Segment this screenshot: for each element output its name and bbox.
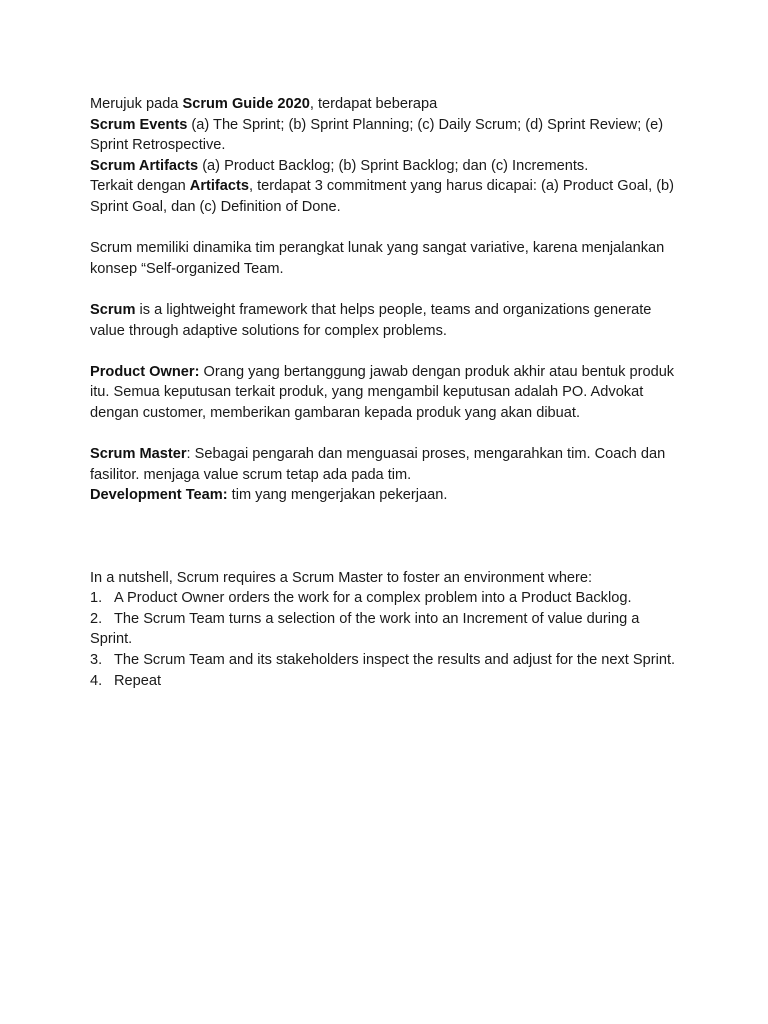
list-number: 1. (90, 590, 103, 607)
dev-team-paragraph: Development Team: tim yang mengerjakan pekerjaan. (90, 487, 448, 504)
spacer (90, 218, 680, 239)
list-text: Repeat (114, 672, 162, 689)
list-item (90, 650, 680, 671)
document-body (90, 94, 680, 691)
artifacts-label: Scrum Artifacts (90, 157, 199, 174)
scrum-label: Scrum (90, 301, 136, 318)
list-item (90, 609, 680, 650)
nutshell-intro: In a nutshell, Scrum requires a Scrum Master to foster an environment where: (90, 569, 593, 586)
intro-paragraph: Merujuk pada Scrum Guide 2020, terdapat beberapa (90, 96, 438, 112)
list-number: 2. (90, 610, 103, 627)
scrum-definition-paragraph: Scrum is a lightweight framework that helps people, teams and organizations generate value through adaptive solutions for complex problems. (90, 301, 652, 339)
commitments-paragraph: Terkait dengan Artifacts, terdapat 3 commitment yang harus dicapai: (a) Product Goal, (b) Sprint Goal, dan (c) Definition of Done. (90, 178, 675, 215)
events-label: Scrum Events (90, 116, 188, 133)
list-text: A Product Owner orders the work for a complex problem into a Product Backlog. (114, 590, 632, 607)
scrum-guide-term: Scrum Guide 2020 (182, 96, 310, 112)
scrum-master-paragraph: Scrum Master: Sebagai pengarah dan menguasai proses, mengarahkan tim. Coach dan fasilitor. menjaga value scrum tetap ada pada tim. (90, 446, 666, 483)
dynamics-paragraph: Scrum memiliki dinamika tim perangkat lunak yang sangat variative, karena menjalankan konsep “Self-organized Team. (90, 240, 665, 277)
spacer (90, 506, 680, 568)
nutshell-list (90, 588, 680, 691)
spacer (90, 279, 680, 300)
artifacts-paragraph: Scrum Artifacts (a) Product Backlog; (b) Sprint Backlog; dan (c) Increments. (90, 157, 589, 174)
dev-team-label: Development Team: (90, 487, 228, 504)
list-text: The Scrum Team and its stakeholders inspect the results and adjust for the next Sprint. (114, 652, 676, 669)
product-owner-paragraph: Product Owner: Orang yang bertanggung jawab dengan produk akhir atau bentuk produk itu. Semua keputusan terkait produk, yang mengambil keputusan adalah PO. Advokat dengan customer, memberikan gambaran kepada produk yang akan dibuat. (90, 363, 675, 421)
list-item (90, 671, 680, 692)
scrum-master-label: Scrum Master (90, 446, 187, 463)
spacer (90, 341, 680, 362)
product-owner-label: Product Owner: (90, 363, 200, 380)
list-number: 3. (90, 652, 103, 669)
list-number: 4. (90, 672, 103, 689)
spacer (90, 424, 680, 445)
events-paragraph: Scrum Events (a) The Sprint; (b) Sprint Planning; (c) Daily Scrum; (d) Sprint Review; (e) Sprint Retrospective. (90, 116, 664, 154)
list-item (90, 588, 680, 609)
artifacts-term: Artifacts (189, 178, 249, 195)
list-text: The Scrum Team turns a selection of the work into an Increment of value during a Sprint. (90, 610, 640, 648)
